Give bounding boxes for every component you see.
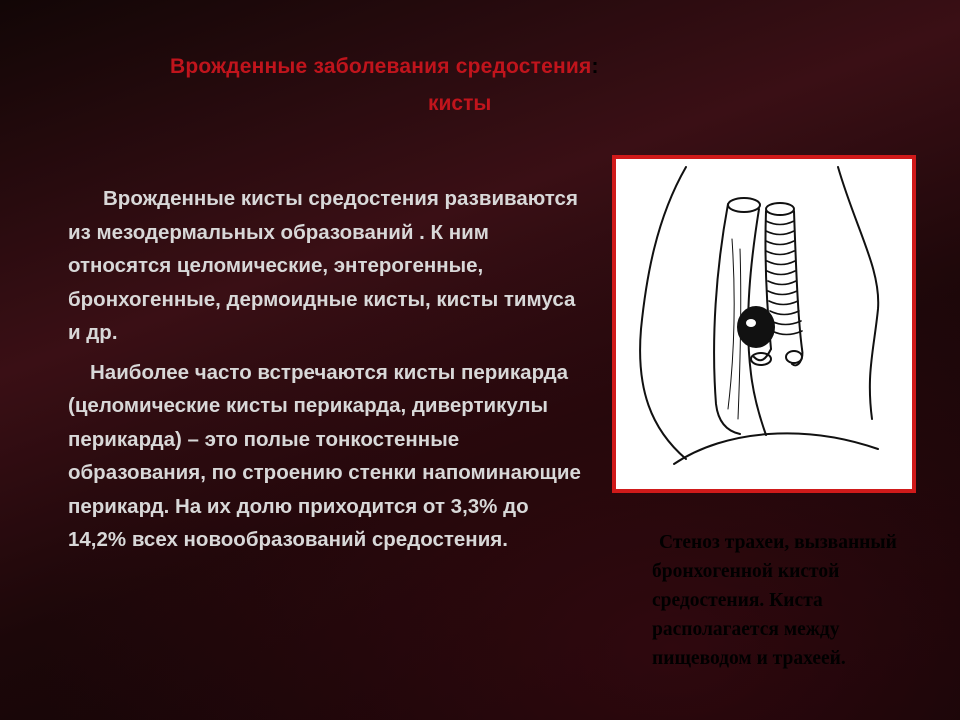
trachea-cyst-illustration-icon (616, 159, 912, 489)
paragraph-2: Наиболее часто встречаются кисты перикарда (целомические кисты перикарда, дивертикулы перикарда) – это полые тонкостенные образования, по строению стенки напоминающие перикард. На их долю приходится от 3,3% до 14,2% всех новообразований средостения. (68, 360, 581, 551)
illustration-frame (612, 155, 916, 493)
title-colon: : (591, 55, 599, 78)
slide-subtitle: кисты (428, 92, 492, 115)
title-line1: Врожденные заболевания средостения (170, 55, 592, 78)
body-text (68, 182, 588, 557)
slide-title (170, 55, 870, 79)
paragraph-1: Врожденные кисты средостения развиваются из мезодермальных образований . К ним относятся целомические, энтерогенные, бронхогенные, дермоидные кисты, кисты тимуса и др. (68, 187, 578, 344)
figure-caption (652, 528, 922, 673)
caption-text: Стеноз трахеи, вызванный бронхогенной кистой средостения. Киста располагается между пищеводом и трахеей. (652, 532, 897, 669)
